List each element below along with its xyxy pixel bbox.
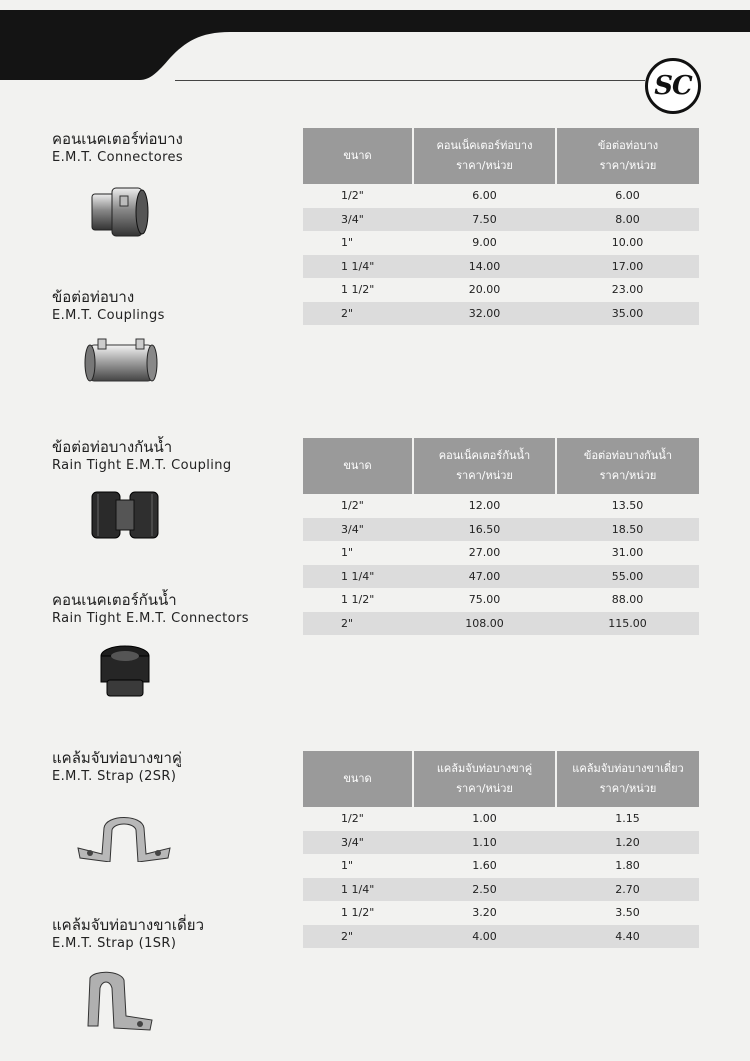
cell-size: 3/4" — [303, 831, 413, 855]
product-name-en: E.M.T. Strap (2SR) — [52, 769, 177, 784]
table-header-row — [303, 438, 699, 494]
table-row — [303, 255, 699, 279]
header-line: แคล้มจับท่อบางขาคู่ — [436, 762, 533, 775]
cell-price: 14.00 — [413, 255, 556, 279]
cell-price: 6.00 — [472, 189, 497, 203]
cell-price: 23.00 — [611, 283, 644, 297]
header-line: ราคา/หน่วย — [599, 469, 657, 482]
cell-size: 1 1/2" — [341, 283, 375, 297]
cell-price: 12.00 — [468, 499, 501, 513]
table-row — [303, 278, 699, 302]
header-line: แคล้มจับท่อบางขาเดี่ยว — [572, 762, 684, 775]
cell-size: 1/2" — [341, 189, 364, 203]
cell-size: 1/2" — [341, 499, 364, 513]
header-line: ราคา/หน่วย — [456, 782, 513, 795]
cell-price: 1.10 — [413, 831, 556, 855]
header-line: ขนาด — [343, 772, 372, 785]
product-name-en: Rain Tight E.M.T. Connectors — [52, 611, 249, 626]
table-row — [303, 612, 699, 636]
cell-price: 3.50 — [615, 906, 640, 920]
product-emt-coupling — [52, 287, 165, 325]
product-name-en: Rain Tight E.M.T. Coupling — [52, 458, 232, 473]
cell-price: 7.50 — [413, 208, 556, 232]
product-raintight-connector — [52, 590, 249, 628]
header-line: ข้อต่อท่อบางกันน้ำ — [583, 449, 673, 462]
cell-price: 2.50 — [413, 878, 556, 902]
product-name-th: แคล้มจับท่อบางขาเดี่ยว — [52, 916, 205, 934]
cell-size: 1 1/2" — [341, 593, 375, 607]
header-line: ราคา/หน่วย — [599, 782, 657, 795]
header-line: คอนเน็คเตอร์กันน้ำ — [438, 449, 531, 462]
product-name-th: ข้อต่อท่อบาง — [52, 288, 135, 306]
cell-price: 20.00 — [468, 283, 501, 297]
cell-size: 2" — [303, 302, 413, 326]
table-header-row — [303, 128, 699, 184]
cell-price: 13.50 — [611, 499, 644, 513]
header-col-3 — [556, 438, 699, 494]
cell-size: 1" — [341, 546, 354, 560]
table-row — [303, 302, 699, 326]
cell-price: 31.00 — [611, 546, 644, 560]
cell-price: 18.50 — [556, 518, 699, 542]
cell-price: 17.00 — [556, 255, 699, 279]
cell-price: 4.00 — [413, 925, 556, 949]
cell-price: 6.00 — [615, 189, 640, 203]
table-row — [303, 231, 699, 255]
table-row — [303, 541, 699, 565]
header-line: ราคา/หน่วย — [456, 469, 513, 482]
cell-price: 108.00 — [413, 612, 556, 636]
cell-size: 1" — [341, 859, 354, 873]
product-name-th: แคล้มจับท่อบางขาคู่ — [52, 749, 182, 767]
cell-price: 47.00 — [413, 565, 556, 589]
header-line: ขนาด — [343, 459, 372, 472]
cell-size: 1 1/4" — [303, 878, 413, 902]
table-row — [303, 878, 699, 902]
cell-price: 1.00 — [472, 812, 497, 826]
table-row — [303, 208, 699, 232]
header-size — [303, 128, 413, 184]
product-strap-1sr — [52, 915, 204, 953]
header-col-2 — [413, 128, 556, 184]
cell-size: 3/4" — [303, 208, 413, 232]
cell-price: 2.70 — [556, 878, 699, 902]
table-row — [303, 901, 699, 925]
cell-price: 1.20 — [556, 831, 699, 855]
table-row — [303, 925, 699, 949]
cell-price: 1.60 — [472, 859, 497, 873]
raintight-coupling-image — [88, 486, 162, 544]
product-name-en: E.M.T. Strap (1SR) — [52, 936, 177, 951]
cell-price: 1.80 — [615, 859, 640, 873]
cell-size: 1 1/2" — [341, 906, 375, 920]
cell-size: 1" — [341, 236, 354, 250]
strap-2sr-image — [74, 806, 174, 862]
header-band — [0, 0, 750, 80]
cell-price: 4.40 — [556, 925, 699, 949]
product-strap-2sr — [52, 748, 182, 786]
cell-price: 16.50 — [413, 518, 556, 542]
cell-size: 2" — [303, 612, 413, 636]
price-table-raintight — [303, 438, 699, 635]
sc-logo: SC — [645, 58, 701, 114]
table-row — [303, 494, 699, 518]
cell-size: 2" — [303, 925, 413, 949]
cell-price: 27.00 — [468, 546, 501, 560]
header-size — [303, 438, 413, 494]
cell-price: 9.00 — [472, 236, 497, 250]
price-table-strap — [303, 751, 699, 948]
table-row — [303, 854, 699, 878]
cell-price: 1.15 — [615, 812, 640, 826]
header-line: ข้อต่อท่อบาง — [597, 139, 659, 152]
cell-price: 32.00 — [413, 302, 556, 326]
header-line: คอนเน็คเตอร์ท่อบาง — [436, 139, 533, 152]
header-line: ราคา/หน่วย — [456, 159, 513, 172]
header-col-3 — [556, 128, 699, 184]
cell-price: 115.00 — [556, 612, 699, 636]
product-emt-connector — [52, 129, 183, 167]
product-name-en: E.M.T. Couplings — [52, 308, 165, 323]
table-row — [303, 831, 699, 855]
raintight-connector-image — [94, 642, 156, 700]
table-row — [303, 588, 699, 612]
cell-price: 10.00 — [611, 236, 644, 250]
cell-price: 8.00 — [556, 208, 699, 232]
price-table-emt — [303, 128, 699, 325]
cell-size: 3/4" — [303, 518, 413, 542]
emt-coupling-image — [84, 337, 158, 387]
table-row — [303, 184, 699, 208]
cell-size: 1 1/4" — [303, 565, 413, 589]
header-line: ราคา/หน่วย — [599, 159, 657, 172]
table-row — [303, 518, 699, 542]
table-header-row — [303, 751, 699, 807]
cell-price: 55.00 — [556, 565, 699, 589]
header-line: ขนาด — [343, 149, 372, 162]
cell-price: 3.20 — [472, 906, 497, 920]
cell-size: 1 1/4" — [303, 255, 413, 279]
product-name-th: คอนเนคเตอร์ท่อบาง — [52, 130, 183, 148]
product-raintight-coupling — [52, 437, 232, 475]
product-name-th: คอนเนคเตอร์กันน้ำ — [52, 591, 177, 609]
product-name-th: ข้อต่อท่อบางกันน้ำ — [52, 438, 173, 456]
cell-size: 1/2" — [341, 812, 364, 826]
table-row — [303, 807, 699, 831]
header-rule — [175, 80, 645, 81]
header-col-3 — [556, 751, 699, 807]
table-row — [303, 565, 699, 589]
header-col-2 — [413, 751, 556, 807]
cell-price: 35.00 — [556, 302, 699, 326]
product-name-en: E.M.T. Connectores — [52, 150, 184, 165]
header-col-2 — [413, 438, 556, 494]
emt-connector-image — [86, 180, 152, 244]
strap-1sr-image — [74, 968, 158, 1032]
cell-price: 75.00 — [468, 593, 501, 607]
cell-price: 88.00 — [611, 593, 644, 607]
header-size — [303, 751, 413, 807]
